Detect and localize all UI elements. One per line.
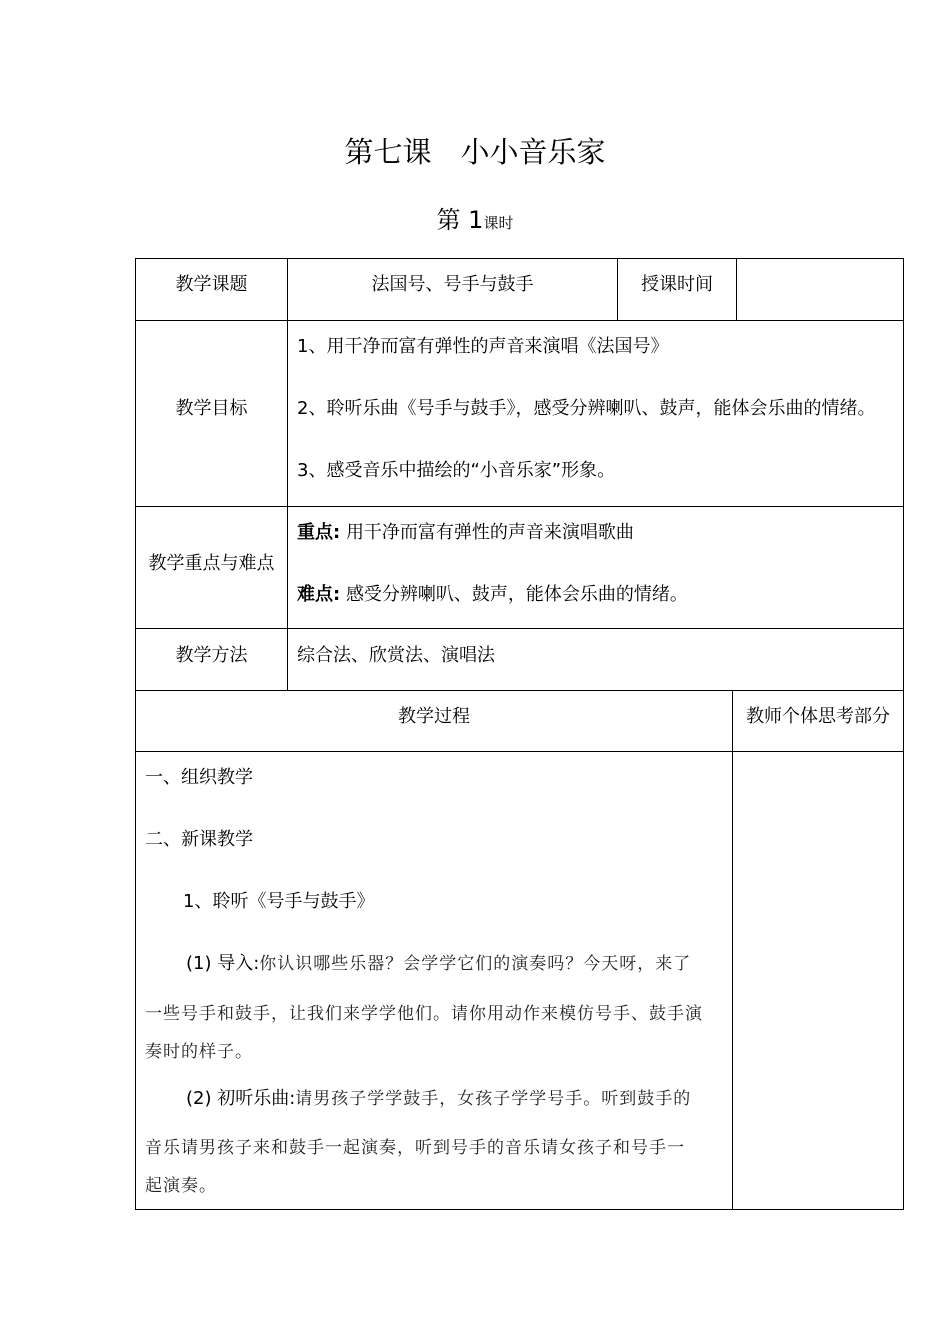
table-border — [135, 1209, 904, 1210]
step-text: 你认识哪些乐器？会学学它们的演奏吗？今天呀，来了 — [259, 954, 692, 974]
paragraph-line — [186, 1087, 691, 1111]
method-text: 综合法、欣赏法、演唱法 — [297, 645, 495, 666]
goal-item: 1、用干净而富有弹性的声音来演唱《法国号》 — [297, 336, 669, 357]
paragraph-line: 一些号手和鼓手，让我们来学学他们。请你用动作来模仿号手、鼓手演 — [145, 1004, 703, 1024]
section-heading: 二、新课教学 — [145, 829, 253, 850]
paragraph-line: 起演奏。 — [145, 1176, 217, 1196]
topic-value: 法国号、号手与鼓手 — [371, 274, 534, 295]
topic-label: 教学课题 — [175, 274, 248, 295]
table-border — [135, 258, 904, 259]
period-unit: 课时 — [483, 214, 514, 232]
step-label: (1) 导入: — [186, 953, 260, 974]
table-border — [135, 751, 904, 752]
difficulty-text: 感受分辨喇叭、鼓声，能体会乐曲的情绪。 — [345, 584, 688, 605]
table-border — [903, 258, 904, 1210]
keypoints-label: 教学重点与难点 — [148, 553, 275, 574]
focus-label: 重点: — [297, 522, 341, 543]
table-border — [135, 628, 904, 629]
reflection-header: 教师个体思考部分 — [746, 706, 890, 727]
table-border — [287, 258, 288, 691]
table-border — [135, 690, 904, 691]
table-border — [135, 506, 904, 507]
table-border — [135, 320, 904, 321]
step-text: 请男孩子学学鼓手，女孩子学学号手。听到鼓手的 — [295, 1089, 692, 1109]
lesson-period — [0, 203, 950, 240]
difficulty-row — [297, 583, 688, 607]
process-header: 教学过程 — [398, 706, 470, 727]
page-title: 第七课 小小音乐家 — [344, 135, 606, 169]
paragraph-line: 奏时的样子。 — [145, 1042, 253, 1062]
subsection-heading: 1、聆听《号手与鼓手》 — [183, 891, 375, 912]
time-label: 授课时间 — [641, 274, 713, 295]
method-label: 教学方法 — [175, 645, 248, 666]
goal-item: 3、感受音乐中描绘的“小音乐家”形象。 — [297, 460, 616, 481]
period-number: 第 1 — [436, 206, 484, 234]
difficulty-label: 难点: — [297, 584, 341, 605]
goals-label: 教学目标 — [175, 398, 248, 419]
goal-item: 2、聆听乐曲《号手与鼓手》，感受分辨喇叭、鼓声，能体会乐曲的情绪。 — [297, 398, 876, 419]
section-heading: 一、组织教学 — [145, 767, 253, 788]
focus-text: 用干净而富有弹性的声音来演唱歌曲 — [345, 522, 634, 543]
focus-row — [297, 521, 634, 545]
table-border — [736, 258, 737, 321]
table-border — [732, 690, 733, 1210]
paragraph-line: 音乐请男孩子来和鼓手一起演奏，听到号手的音乐请女孩子和号手一 — [145, 1138, 685, 1158]
paragraph-line — [186, 952, 691, 976]
step-label: (2) 初听乐曲: — [186, 1088, 296, 1109]
